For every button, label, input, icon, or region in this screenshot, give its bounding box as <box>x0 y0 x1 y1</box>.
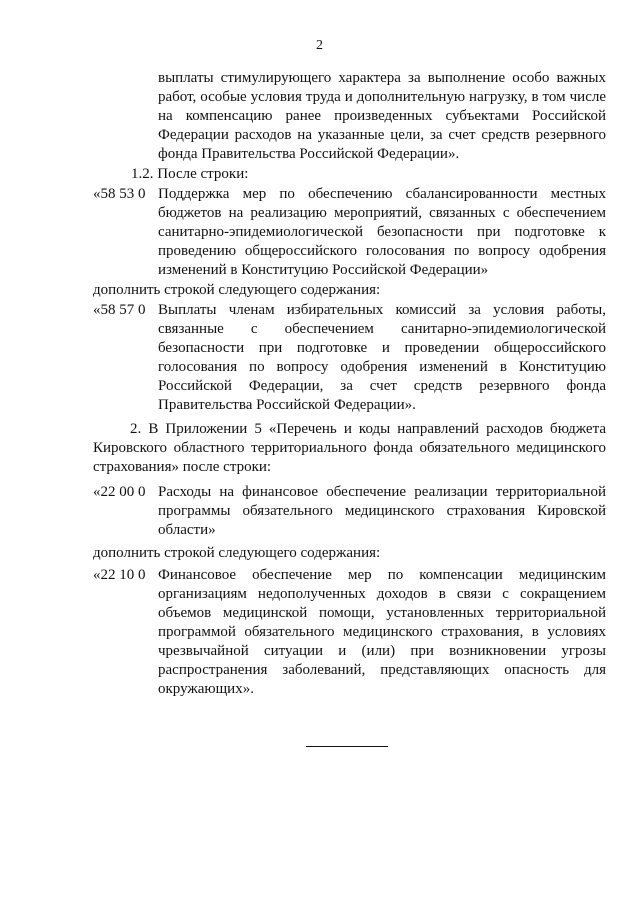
text-line: выплаты стимулирующего характера за выполнение особо важных <box>158 70 606 86</box>
text-line: безопасности при подготовке и проведении общероссийского <box>158 340 606 356</box>
item-heading: 1.2. После строки: <box>131 166 249 182</box>
text-line: чрезвычайной ситуации и (или) при возникновении угрозы <box>158 643 606 659</box>
text-line: голосования по вопросу одобрения изменений в Конституцию <box>158 359 606 375</box>
text-line: программы обязательного медицинского страхования Кировской <box>158 503 606 519</box>
instruction-line: дополнить строкой следующего содержания: <box>93 545 381 561</box>
instruction-line: дополнить строкой следующего содержания: <box>93 282 381 298</box>
text-line: объемов медицинской помощи, установленных территориальной <box>158 605 606 621</box>
text-line: проведению общероссийского голосования по вопросу одобрения <box>158 243 606 259</box>
text-line: области» <box>158 522 216 538</box>
text-line: Федерации расходов на указанные цели, за счет средств резервного <box>158 127 606 143</box>
text-line: связанные с обеспечением санитарно-эпидемиологической <box>158 321 606 337</box>
code-label: «58 57 0 <box>93 302 146 318</box>
text-line: организациям недополученных доходов в связи с сокращением <box>158 586 606 602</box>
text-line: окружающих». <box>158 681 254 697</box>
page-number: 2 <box>316 38 323 53</box>
text-line: распространения заболеваний, представляющих опасность для <box>158 662 606 678</box>
text-line: на компенсацию ранее произведенных субъектами Российской <box>158 108 606 124</box>
code-label: «22 00 0 <box>93 484 146 500</box>
text-line: Российской Федерации, за счет средств резервного фонда <box>158 378 606 394</box>
text-line: программой обязательного медицинского страхования, в условиях <box>158 624 606 640</box>
text-line: работ, особые условия труда и дополнительную нагрузку, в том числе <box>158 89 606 105</box>
code-label: «22 10 0 <box>93 567 146 583</box>
text-line: санитарно-эпидемиологической безопасности при подготовке к <box>158 224 606 240</box>
code-label: «58 53 0 <box>93 186 146 202</box>
text-line: Выплаты членам избирательных комиссий за условия работы, <box>158 302 606 318</box>
item-heading: 2. В Приложении 5 «Перечень и коды направлений расходов бюджета <box>130 421 606 437</box>
text-line: страхования» после строки: <box>93 459 272 475</box>
text-line: бюджетов на реализацию мероприятий, связанных с обеспечением <box>158 205 606 221</box>
text-line: фонда Правительства Российской Федерации». <box>158 146 460 162</box>
separator-line <box>306 746 388 747</box>
text-line: Кировского областного территориального фонда обязательного медицинского <box>93 440 606 456</box>
text-line: изменений в Конституцию Российской Федерации» <box>158 262 489 278</box>
text-line: Расходы на финансовое обеспечение реализации территориальной <box>158 484 606 500</box>
text-line: Правительства Российской Федерации». <box>158 397 416 413</box>
text-line: Поддержка мер по обеспечению сбалансированности местных <box>158 186 606 202</box>
text-line: Финансовое обеспечение мер по компенсации медицинским <box>158 567 606 583</box>
